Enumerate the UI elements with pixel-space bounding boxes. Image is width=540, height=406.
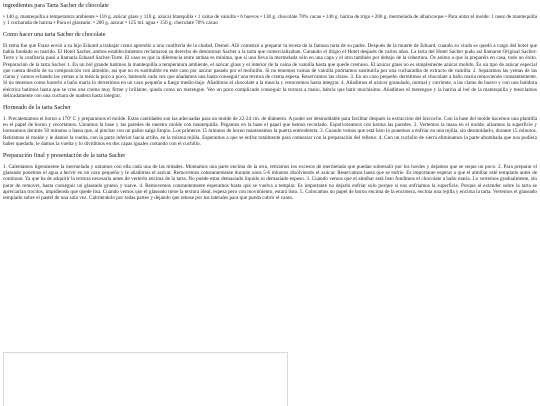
baking-heading: Horneado de la tarta Sacher xyxy=(3,104,71,111)
filling-heading: Preparación final y presentación de la tarta Sacher xyxy=(3,152,126,159)
history-paragraph: El tema fue que Franz envió a su hijo Eduard a trabajar como aprendiz a una confitería de la ciudad, Demel. Allí comenzó a preparar la receta de la famosa tarta de su padre. Después de la muerte de Eduard, cuando su viuda se quedó a cargo del hotel que había fundado su marido. El Hotel Sacher, ambos establecimientos reclamaron su derecho de denominar Sacher a la tarta que comercializaban. Ganando el litigio el Hotel después de varios años. La tarta del Hotel Sacher pudo así llamarse Original Sacher-Torte y la confitería pasó a llamarla Eduard Sacher-Torte. El caso es que la diferencia entre ambas es mínima, que si uno lleva la mermelada sólo en una capa y el otro también por debajo de la cobertura. Os animo a que la preparéis en casa, todo un éxito. Preparación de la tarta Sacher 1. En un bol grande batimos la mantequilla a temperatura ambiente, el azúcar glass y el interior de la vaina de vainilla hasta que quede cremoso. El azúcar glass no es simplemente azúcar molido. Es un tipo de azúcar especial que cuesta destilo de su composición con almidón, así que no es sustituible en este caso por azúcar pasado por el molinillo. Si no tenemos vainas de vainilla podríamos sustituirla por una cucharadita de extracto de vainilla. 2. Separamos las yemas de las claras y vamos echando las yemas a la mezcla poco a poco, batiendo cada vez que añadamos una hasta conseguir una textura de crema espesa. Reservamos las claras. 3. En un cazo pequeño derretimos el chocolate a baño maría removiendo constantemente. Si no tenemos como hacerlo a baño maría lo derretimos en un cazo pequeño a fuego medio-bajo. Añadimos el chocolate a la mezcla y removemos hasta integrar. 4. Añadimos el azúcar granulado, normal y corriente, a las claras de huevo y con una batidora eléctrica batimos hasta que se cree una crema muy firme y brillante, queda como un merengue. Veo un poco complicado conseguir la textura a mano, habría que batir muchísimo. Añadimos el merengue y la harina al bol de la mantequilla y mezclamos delicadamente con una cuchara de madera hasta integrar. xyxy=(3,42,537,99)
ingredients-list: • 140 g. mantequilla a temperatura ambiente • 110 g. azúcar glass y 110 g. azúcar blanquilla • 1 vaina de vainilla • 6 huevos • 130 g. chocolate 70% cacao • 140 g. harina de trigo • 200 g. mermelada de albaricoque • Para untar el molde: 1 nuez de mantequilla y 1 cucharada de harina • Para el glaseado: • 200 g. azúcar • 125 ml. agua • 150 g. chocolate 70% cacao xyxy=(3,14,538,27)
image-placeholder xyxy=(3,352,288,406)
filling-paragraph: 1. Calentamos ligeramente la mermelada y untamos con ella cada una de las mitades. Montamos una parte encima de la otra, retiramos los excesos de mermelada que puedan sobresalir por los bordes y dejamos que se seque un poco. 2. Para preparar el glaseado ponemos el agua a hervir en un cazo pequeño y le añadimos el azúcar. Removemos constantemente durante unos 5-6 minutos disolviendo el azúcar. Reservamos hasta que se enfríe. Es importante esperar a que el almíbar esté templado antes de continuar. Ya que ha de adquirir la textura necesaria antes de verterlo encima de la tarta. No puede estar demasiado líquido ni demasiado espeso. 3. Cuando vemos que el almíbar está listo fundimos el chocolate a baño maría. Lo vertemos gradualmente, sin parar de remover, hasta conseguir un glaseado grueso y suave. 4. Removemos constantemente esperamos hasta que se vuelva a templar. Es importante no dejarlo enfriar solo porque si nos enfriamos la superficie. Porque al extender sobre la tarta se apreciarían trocitos, impidiendo que quede lisa. Cuando vemos que el glaseado tiene la textura ideal, espesa pero con movimiento, estará listo. 5. Colocamos un papel de horno encima de la encimera, encima una rejilla y encima la tarta. Vertemos el glaseado templado sobre el pastel de una sola vez. Cubriéndolo por todas partes y dejando que rebase por los laterales para que pueda cubrir el canto. xyxy=(3,163,537,202)
baking-paragraph: 1. Precalentamos el horno a 170º C y preparamos el molde. Estas cantidades son las adecuadas para un molde de 22-24 cm. de diámetro. A poder ser desmoldable para facilitar después la extracción del bizcocho. Con la base del molde hacemos una plantilla en el papel de horno y recortamos. Untamos la base y las paredes de nuestro molde con mantequilla. Pegamos en la base el papel que hemos recortado. Espolvoreamos con harina las paredes. 2. Vertemos la masa en el molde, alisamos la superficie y horneamos durante 50 minutos o hasta que, al pinchar con un palito salga limpio. Los primeros 15 minutos de horno mantenemos la puerta entreabierta. 3. Cuando vemos que está listo lo ponemos a enfriar en una rejilla, sin desmoldarlo, durante 15 minutos. Retiramos el molde y le damos la vuelta, con la parte inferior hacia arriba, en la misma rejilla. Esperamos a que se enfríe totalmente para comenzar con la preparación del relleno. 4. Con un cuchillo de sierra eliminamos la parte abombada que nos pudiera haber quedado, le damos la vuelta y lo dividimos en dos capas iguales cortando con el cuchillo. xyxy=(3,115,537,147)
ingredients-heading: ingredientes para Tarta Sacher de chocolate xyxy=(3,3,109,9)
history-heading: Como hacer una tarta Sacher de chocolate xyxy=(3,31,106,38)
